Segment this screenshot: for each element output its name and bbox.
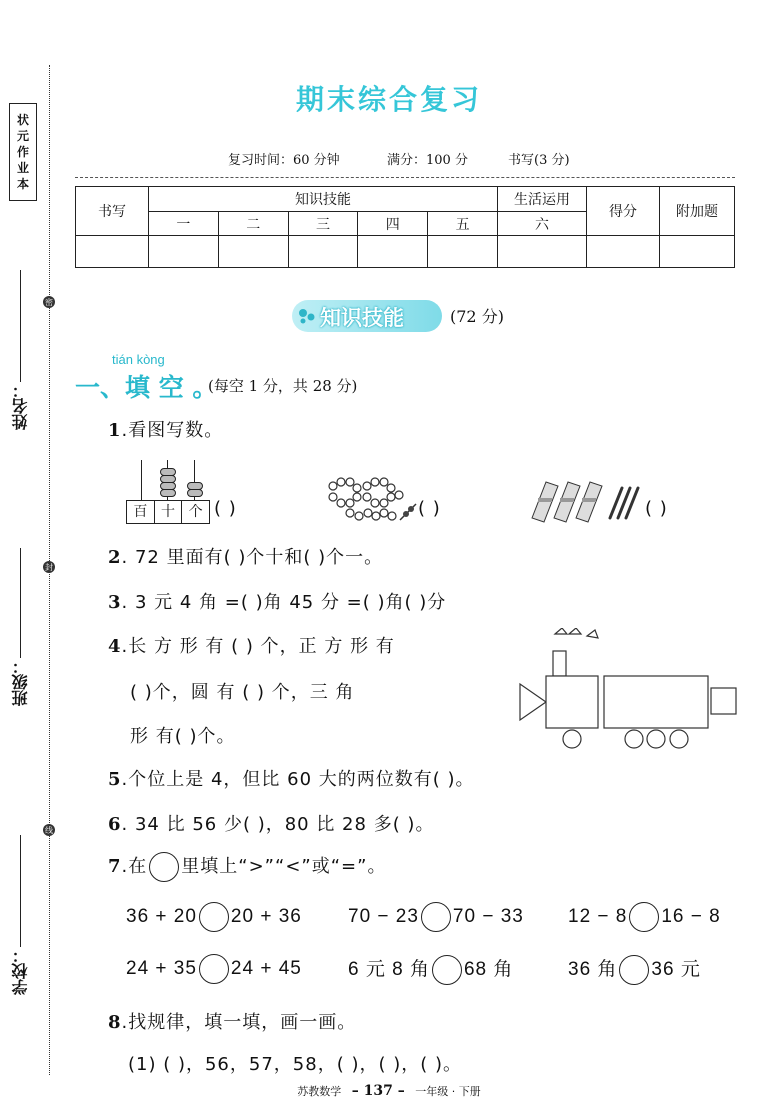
answer-blank[interactable]: ( ) (418, 498, 441, 519)
header-score: 得分 (587, 187, 660, 236)
brand-char: 作 (16, 145, 29, 159)
compare-right: 20 + 36 (230, 906, 302, 928)
part-col: 四 (358, 212, 428, 236)
compare-left: 12 − 8 (568, 906, 628, 928)
question-3 (108, 588, 446, 614)
question-number: 2 (108, 547, 122, 568)
brand-char: 元 (16, 129, 29, 143)
question-4 (108, 632, 395, 658)
compare-row-1 (126, 902, 302, 932)
score-cell[interactable] (660, 236, 735, 268)
question-4-line3: 形 有( )个。 (130, 726, 236, 747)
compare-row-1 (568, 902, 721, 932)
page-number: – 137 – (351, 1083, 405, 1099)
part-col: 六 (498, 212, 587, 236)
abacus-labels (126, 500, 210, 524)
abacus-bead (187, 489, 203, 497)
question-text: . 72 里面有( )个十和( )个一。 (121, 547, 384, 568)
review-time: 复习时间：60 分钟 (228, 153, 340, 168)
score-cell[interactable] (288, 236, 358, 268)
header-knowledge: 知识技能 (149, 187, 498, 212)
stick-bundles-icon (528, 478, 643, 524)
seal-xian: 线 (45, 825, 53, 835)
seal-mi: 密 (45, 297, 53, 307)
compare-circle[interactable] (629, 902, 659, 932)
compare-right: 36 元 (651, 959, 701, 980)
compare-left: 36 角 (568, 959, 618, 980)
question-number: 8 (108, 1012, 122, 1033)
question-number: 5 (108, 769, 122, 790)
circle-icon (149, 852, 179, 882)
school-line (20, 835, 21, 947)
compare-row-2 (348, 954, 513, 985)
question-text: . 34 比 56 少( )，80 比 28 多( )。 (121, 814, 435, 835)
footer-subject: 苏教数学 (297, 1085, 342, 1098)
score-cell[interactable] (218, 236, 288, 268)
compare-left: 70 − 23 (348, 906, 419, 928)
header-life: 生活运用 (498, 187, 587, 212)
score-cell[interactable] (76, 236, 149, 268)
question-number: 7 (108, 856, 122, 877)
page-title: 期末综合复习 (295, 83, 482, 116)
compare-left: 24 + 35 (126, 958, 197, 980)
question-text: .找规律，填一填，画一画。 (121, 1012, 357, 1033)
seal-feng: 封 (45, 562, 53, 572)
header-bonus: 附加题 (660, 187, 735, 236)
bead-rings-icon (326, 476, 418, 522)
compare-left: 6 元 8 角 (348, 959, 430, 980)
part-title: 一、填 空 。 (75, 373, 218, 402)
compare-right: 16 − 8 (661, 906, 721, 928)
name-line (20, 270, 21, 382)
train-figure (516, 628, 741, 750)
header-writing: 书写 (76, 187, 149, 236)
question-text: .在 (121, 856, 148, 877)
answer-blank[interactable]: ( ) (645, 498, 668, 519)
compare-right: 24 + 45 (230, 958, 302, 980)
footer-grade: 一年级 · 下册 (415, 1085, 481, 1098)
compare-circle[interactable] (619, 955, 649, 985)
compare-left: 36 + 20 (126, 906, 197, 928)
score-table (75, 186, 735, 268)
question-7 (108, 852, 386, 882)
answer-blank[interactable]: ( ) (214, 498, 237, 519)
question-number: 1 (108, 420, 122, 441)
writing-score: 书写(3 分) (508, 153, 570, 168)
compare-right: 68 角 (463, 959, 514, 980)
full-score: 满分：100 分 (387, 153, 468, 168)
class-line (20, 548, 21, 658)
score-cell[interactable] (358, 236, 428, 268)
question-text: .看图写数。 (121, 420, 224, 441)
name-field[interactable] (5, 270, 35, 430)
score-cell[interactable] (149, 236, 219, 268)
school-field[interactable] (5, 835, 35, 995)
compare-circle[interactable] (199, 954, 229, 984)
school-label: 学校： (10, 947, 30, 995)
compare-row-2 (126, 954, 302, 984)
question-number: 6 (108, 814, 122, 835)
question-1 (108, 416, 223, 442)
score-cell[interactable] (428, 236, 498, 268)
brand-char: 状 (16, 113, 29, 127)
score-cell[interactable] (587, 236, 660, 268)
part-col: 五 (428, 212, 498, 236)
ones-label: 个 (188, 504, 203, 520)
question-6 (108, 810, 434, 836)
question-2 (108, 543, 383, 569)
question-text: . 3 元 4 角 =( )角 45 分 =( )角( )分 (121, 592, 447, 613)
class-label: 班级： (10, 658, 30, 706)
compare-circle[interactable] (199, 902, 229, 932)
hundreds-label: 百 (127, 501, 155, 523)
compare-row-2 (568, 954, 701, 985)
question-number: 4 (108, 636, 122, 657)
section-title: 知识技能 (320, 306, 404, 330)
divider (75, 177, 735, 178)
question-8-sub1: (1) ( )，56，57，58，( )，( )，( )。 (128, 1054, 462, 1075)
part-note: (每空 1 分，共 28 分) (208, 377, 358, 395)
question-5 (108, 765, 475, 791)
dots-icon (298, 308, 320, 324)
abacus-bead (160, 489, 176, 497)
question-8 (108, 1008, 356, 1034)
question-text: .个位上是 4，但比 60 大的两位数有( )。 (121, 769, 475, 790)
compare-row-1 (348, 902, 524, 932)
brand-char: 业 (16, 161, 29, 175)
abacus-rod (141, 460, 142, 500)
compare-circle[interactable] (421, 902, 451, 932)
brand-char: 本 (16, 177, 29, 191)
part-pinyin: tián kòng (112, 352, 165, 367)
class-field[interactable] (5, 548, 35, 706)
question-text: 里填上“>”“<”或“=”。 (181, 856, 387, 877)
part-col: 一 (149, 212, 219, 236)
question-text: .长 方 形 有 ( ) 个，正 方 形 有 (121, 636, 395, 657)
compare-right: 70 − 33 (452, 906, 524, 928)
question-number: 3 (108, 592, 122, 613)
page-footer (0, 1083, 778, 1099)
score-cell[interactable] (498, 236, 587, 268)
part-col: 三 (288, 212, 358, 236)
part-col: 二 (218, 212, 288, 236)
tens-label: 十 (155, 501, 183, 523)
name-label: 姓名： (10, 382, 30, 430)
section-score: (72 分) (450, 307, 504, 326)
compare-circle[interactable] (432, 955, 462, 985)
question-4-line2: ( )个，圆 有 ( ) 个，三 角 (130, 682, 355, 703)
